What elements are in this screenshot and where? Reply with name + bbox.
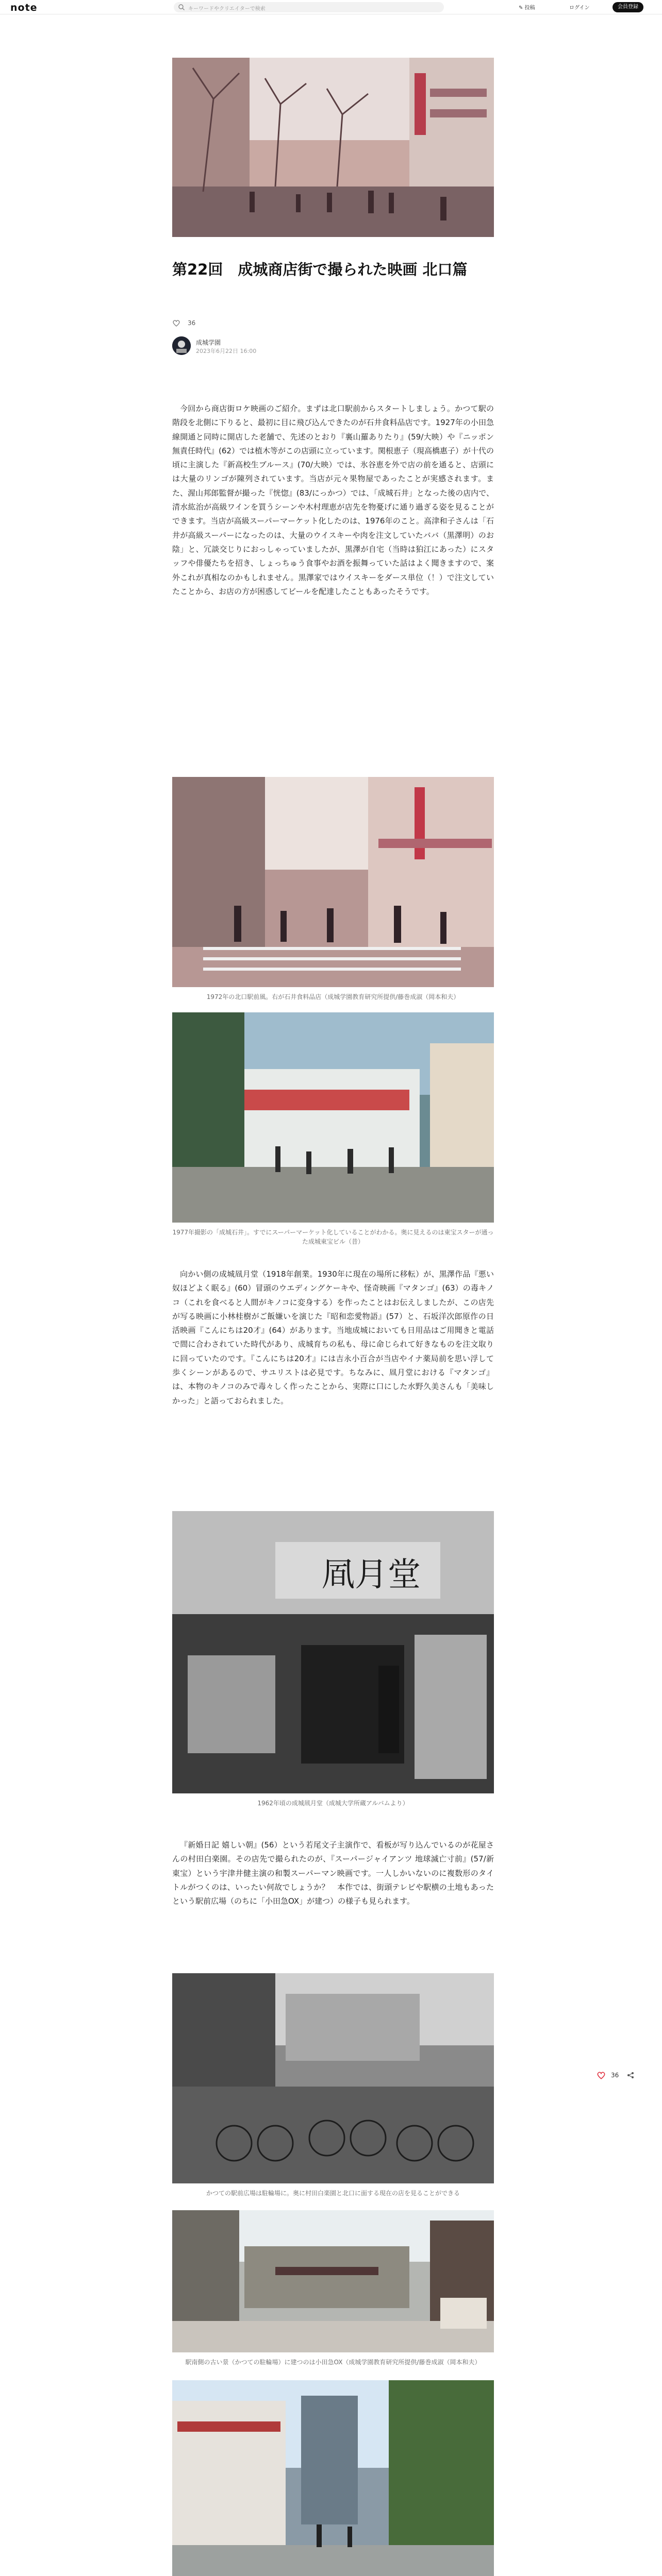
photo-caption: 1977年撮影の「成城石井」。すでにスーパーマーケット化していることがわかる。奥に見えるのは東宝スターが通った成城東宝ビル（昔） [172, 1229, 494, 1245]
photo-odakyu-ox [172, 2210, 494, 2352]
photo-1962-fugetsudo [172, 1511, 494, 1793]
photo-1977-seijo-ishii [172, 1012, 494, 1223]
register-button[interactable]: 会員登録 [613, 2, 643, 12]
article-paragraph [172, 1267, 494, 1494]
photo-recent-north-exit [172, 2380, 494, 2576]
paragraph-fugetsudo: 向かい側の成城凮月堂（1918年創業。1930年に現在の場所に移転）が、黒澤作品『悪い奴ほどよく眠る』(60）冒頭のウエディングケーキや、怪奇映画『マタンゴ』(63）の毒キノコ（これを食べると人間がキノコに変身する）を作ったことはお伝えしましたが、この店先が写る映画に小林桂樹がご飯嫌いを演じた『昭和恋愛物語』(57）と、石坂洋次郎原作の日活映画『こんにちは20才』(64）があります。当地成城においても日用品はご用聞きと電話で間に合わされていた時代があり、成城育ちの私も、母に命じられて好きなものを注文取りに回っていたのです。『こんにちは20才』には吉永小百合が当店やイナ薬局前を思い浮して歩くシーンがあるので、サユリストは必見です。ちなみに、凮月堂における『マタンゴ』は、本物のキノコのみで毒々しく作ったことから、実際に口にした水野久美さんも「美味しかった」と語っておられました。 [172, 1269, 494, 1405]
note-logo[interactable]: note [10, 2, 38, 13]
post-button[interactable] [519, 3, 535, 11]
article-title: 第22回 成城商店街で撮られた映画 北口篇 [172, 261, 468, 278]
heart-icon [172, 319, 180, 327]
photo-caption: 1962年頃の成城凮月堂（成城大学所蔵アルバムより） [257, 1800, 409, 1807]
search-input[interactable] [174, 2, 444, 12]
paragraph-murata: 『新婚日記 嬉しい朝』(56）という若尾文子主演作で、看板が写り込んでいるのが花屋さんの村田白楽園。その店先で撮られたのが、『スーパージャイアンツ 地球滅亡寸前』(57/新東宝）という宇津井健主演の和製スーパーマン映画です。一人しかいないのに複数形のタイトルがつくのは、いったい何故でしょうか？ 本作では、街頭テレビや駅横の土地もあったという駅前広場（のちに「小田急OX」が建つ）の様子も見られます。 [172, 1840, 494, 1906]
share-icon[interactable] [626, 2071, 635, 2079]
floating-like-count: 36 [611, 2072, 619, 2079]
pencil-icon: ✎ [519, 5, 523, 11]
search-icon [178, 4, 185, 11]
like-button[interactable] [172, 318, 275, 328]
photo-bicycle-parking [172, 1973, 494, 2183]
intro-text: 今回から商店街ロケ映画のご紹介。まずは北口駅前からスタートしましょう。かつて駅の階段を北側に下りると、最初に目に飛び込んできたのが石井食料品店です。1927年の小田急線開通と同時に開店した老舗で、先述のとおり『裏山羅ありたり』(59/大映）や『ニッポン無責任時代』(62）では植木等がこの店頭に立っています。関根恵子（現高橋惠子）が十代の頃に主演した『新高校生ブルース』(70/大映）では、氷谷恵を外で店の前を通ると、店頭には大量のリンゴが陳列されています。当店が元々果物屋であったことが実感されます。また、渥山邦郎監督が撮った『恍惚』(83/にっかつ）では、「成城石井」となった後の店内で、清水紘治が高級ワインを買うシーンや木村理恵が店先を物憂げに通り過ぎる姿を見ることができます。当店が高級スーパーマーケット化したのは、1976年のこと。高津和子さんは「石井が高級スーパーになったのは、大量のウイスキーや肉を注文していたババ（黒澤明）のお陰」と、冗談交じりにおっしゃっていましたが、黒澤が自宅（当時は狛江にあった）にスタッフや俳優たちを招き、しょっちゅう食事やお酒を振舞っていた話はよく聞きますので、案外これが真相なのかもしれません。黒澤家ではウイスキーをダース単位（！）で注文していたことから、お店の方が困惑してビールを配達したこともあったそうです。 [172, 404, 494, 596]
article-paragraph [172, 402, 494, 757]
publish-date: 2023年6月22日 16:00 [196, 348, 257, 354]
author-name[interactable]: 成城学園 [196, 339, 221, 346]
author-block[interactable] [172, 336, 327, 355]
floating-like-button[interactable] [597, 2070, 638, 2080]
photo-1972-station [172, 777, 494, 987]
avatar[interactable] [172, 336, 191, 355]
photo-caption: 1972年の北口駅前風。右が石井食料品店（成城学園教育研究所提供/藤巻成淑（岡本和夫） [206, 993, 460, 1001]
like-count: 36 [188, 319, 196, 327]
article-paragraph [172, 1838, 494, 1952]
search-placeholder: キーワードやクリエイターで検索 [188, 6, 266, 12]
login-button[interactable]: ログイン [569, 5, 590, 11]
post-label: 投稿 [524, 5, 535, 11]
site-header [0, 0, 662, 14]
svg-text:凮月堂: 凮月堂 [322, 1556, 421, 1594]
heart-icon [597, 2071, 606, 2080]
photo-caption: かつての駅前広場は駐輪場に。奥に村田白楽園と北口に面する現在の店を見ることができる [206, 2190, 460, 2197]
photo-caption: 駅南側の古い景（かつての駐輪場）に建つのは小田急OX（成城学園教育研究所提供/藤巻成淑（岡本和夫） [185, 2359, 481, 2366]
hero-image [172, 58, 494, 237]
